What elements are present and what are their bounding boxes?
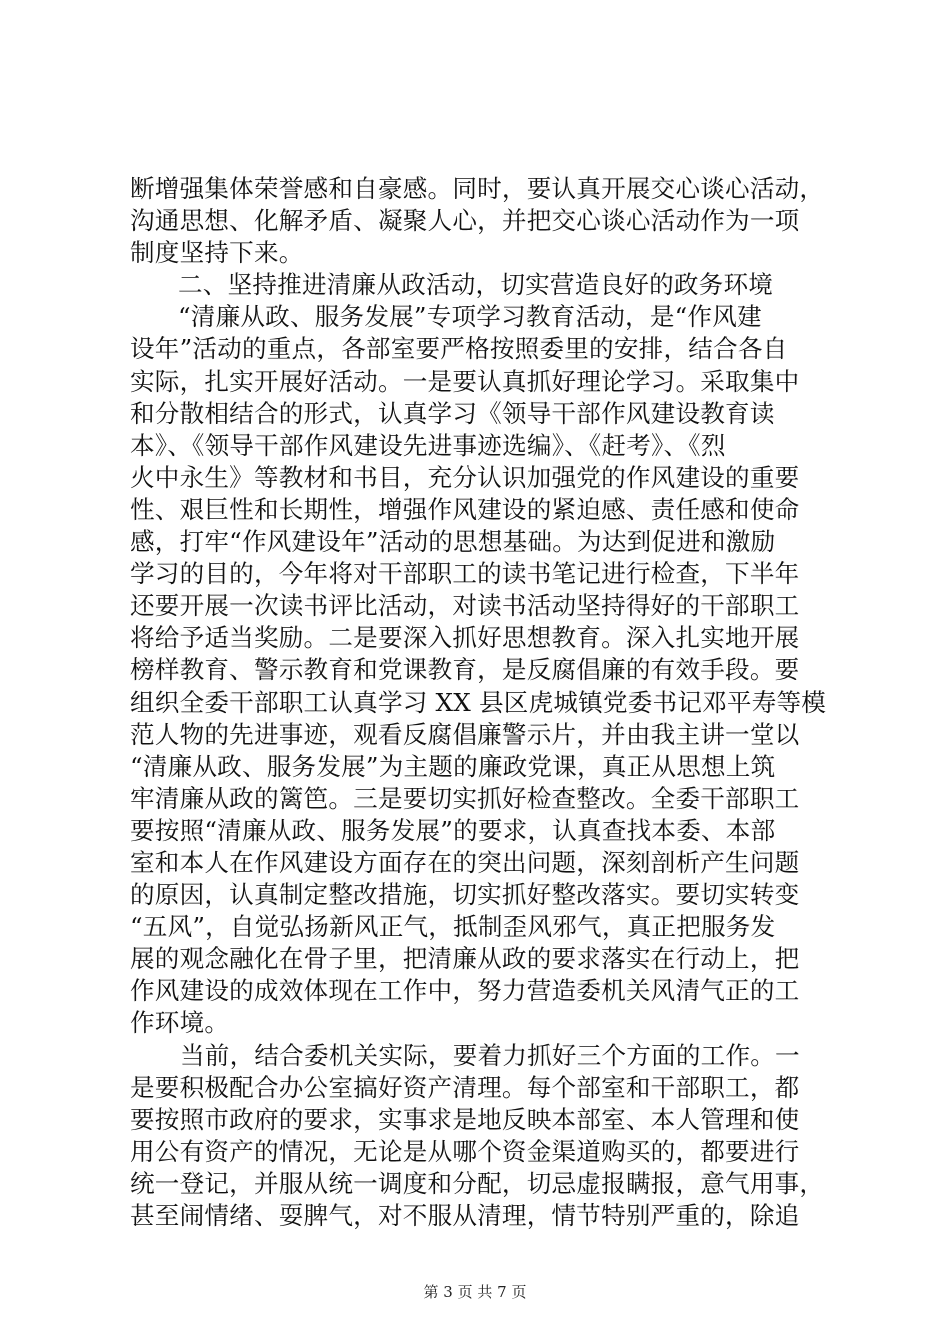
text-line: 火中永生》等教材和书目，充分认识加强党的作风建设的重要 — [130, 462, 800, 492]
text-line: 还要开展一次读书评比活动，对读书活动坚持得好的干部职工 — [130, 591, 800, 621]
text-line: 展的观念融化在骨子里，把清廉从政的要求落实在行动上，把 — [130, 944, 800, 974]
text-line: “清廉从政、服务发展”专项学习教育活动，是“作风建 — [178, 302, 762, 332]
text-line: “五风”，自觉弘扬新风正气，抵制歪风邪气，真正把服务发 — [130, 912, 776, 942]
text-line: 范人物的先进事迹，观看反腐倡廉警示片，并由我主讲一堂以 — [130, 719, 800, 749]
text-line: 作风建设的成效体现在工作中，努力营造委机关风清气正的工 — [130, 976, 800, 1006]
text-line: 和分散相结合的形式，认真学习《领导干部作风建设教育读 — [130, 398, 775, 428]
text-line: 组织全委干部职工认真学习 XX 县区虎城镇党委书记邓平寿等模 — [130, 687, 827, 717]
text-line: 制度坚持下来。 — [130, 238, 304, 268]
section-heading: 二、坚持推进清廉从政活动，切实营造良好的政务环境 — [178, 270, 774, 300]
text-line: 牢清廉从政的篱笆。三是要切实抓好检查整改。全委干部职工 — [130, 783, 800, 813]
body-text — [130, 173, 830, 1232]
text-line: 要按照市政府的要求，实事求是地反映本部室、本人管理和使 — [130, 1104, 800, 1134]
text-line: 沟通思想、化解矛盾、凝聚人心，并把交心谈心活动作为一项 — [130, 206, 800, 236]
text-line: 本》、《领导干部作风建设先进事迹选编》、《赶考》、《烈 — [130, 430, 726, 460]
text-line: 甚至闹情绪、耍脾气，对不服从清理，情节特别严重的，除追 — [130, 1201, 800, 1230]
text-line: 当前，结合委机关实际，要着力抓好三个方面的工作。一 — [180, 1040, 800, 1070]
text-line: 性、艰巨性和长期性，增强作风建设的紧迫感、责任感和使命 — [130, 494, 800, 524]
text-line: 将给予适当奖励。二是要深入抓好思想教育。深入扎实地开展 — [130, 623, 800, 653]
page-number-label: 第 3 页 共 7 页 — [423, 1283, 527, 1301]
text-line: 榜样教育、警示教育和党课教育，是反腐倡廉的有效手段。要 — [130, 655, 800, 685]
text-line: 感，打牢“作风建设年”活动的思想基础。为达到促进和激励 — [130, 527, 776, 557]
text-line: 要按照“清廉从政、服务发展”的要求，认真查找本委、本部 — [130, 815, 776, 845]
text-line: 作环境。 — [130, 1008, 230, 1038]
text-line: 学习的目的，今年将对干部职工的读书笔记进行检查，下半年 — [130, 559, 800, 589]
text-line: 是要积极配合办公室搞好资产清理。每个部室和干部职工，都 — [130, 1072, 800, 1102]
text-line: 室和本人在作风建设方面存在的突出问题，深刻剖析产生问题 — [130, 847, 800, 877]
text-line: 用公有资产的情况，无论是从哪个资金渠道购买的，都要进行 — [130, 1136, 800, 1166]
text-line: 统一登记，并服从统一调度和分配，切忌虚报瞒报，意气用事， — [130, 1168, 825, 1198]
text-line: “清廉从政、服务发展”为主题的廉政党课，真正从思想上筑 — [130, 751, 776, 781]
text-line: 断增强集体荣誉感和自豪感。同时，要认真开展交心谈心活动， — [130, 174, 825, 203]
text-line: 设年”活动的重点，各部室要严格按照委里的安排，结合各自 — [130, 334, 788, 364]
text-line: 的原因，认真制定整改措施，切实抓好整改落实。要切实转变 — [130, 880, 800, 910]
text-line: 实际，扎实开展好活动。一是要认真抓好理论学习。采取集中 — [130, 366, 800, 396]
page-footer — [0, 1281, 950, 1302]
